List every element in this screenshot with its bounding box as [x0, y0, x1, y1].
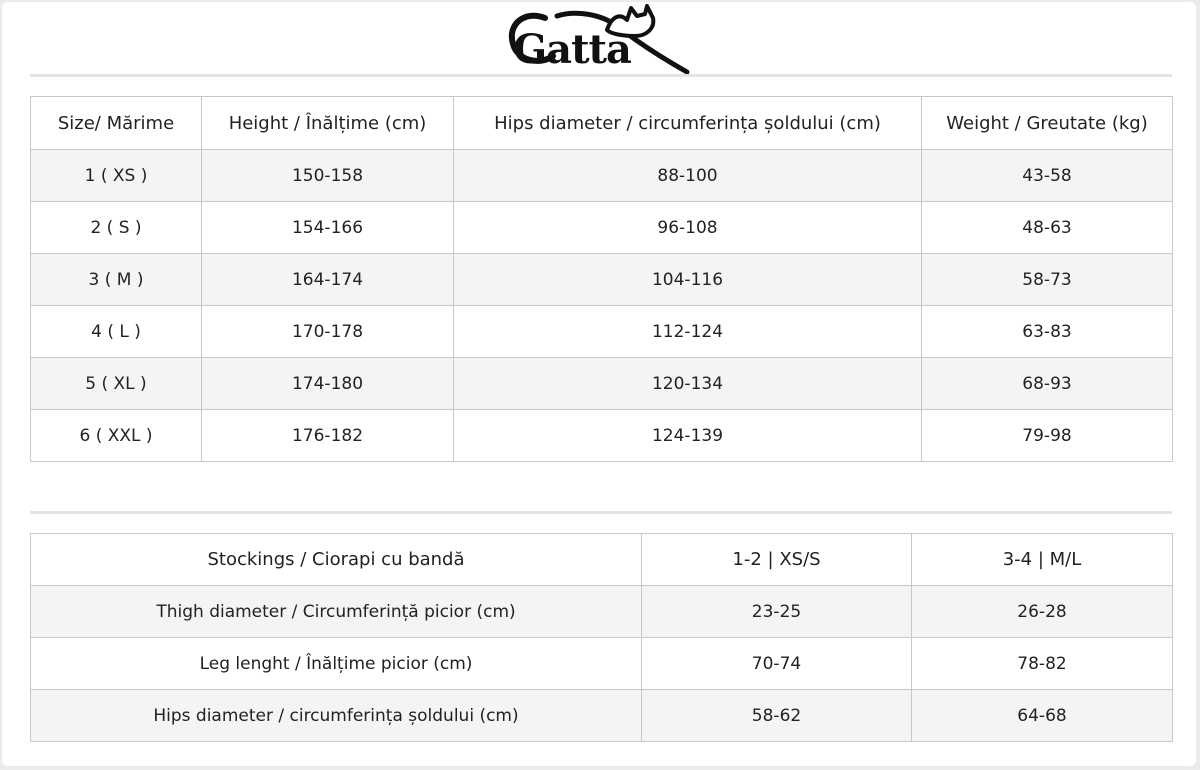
cell-medium: 78-82: [912, 638, 1173, 690]
cell-size: 6 ( XXL ): [31, 410, 202, 462]
cell-size: 3 ( M ): [31, 254, 202, 306]
header-size-medium: 3-4 | M/L: [912, 534, 1173, 586]
table-row: [31, 586, 1173, 638]
cell-weight: 68-93: [922, 358, 1173, 410]
header-stockings: Stockings / Ciorapi cu bandă: [31, 534, 642, 586]
header-size-small: 1-2 | XS/S: [642, 534, 912, 586]
cell-weight: 79-98: [922, 410, 1173, 462]
cell-measure: Hips diameter / circumferința șoldului (cm): [31, 690, 642, 742]
header-height: Height / Înălțime (cm): [202, 97, 454, 150]
cell-weight: 48-63: [922, 202, 1173, 254]
header-size: Size/ Mărime: [31, 97, 202, 150]
table-row: [31, 306, 1173, 358]
cell-height: 174-180: [202, 358, 454, 410]
cell-small: 58-62: [642, 690, 912, 742]
cell-medium: 26-28: [912, 586, 1173, 638]
cell-weight: 63-83: [922, 306, 1173, 358]
header-weight: Weight / Greutate (kg): [922, 97, 1173, 150]
gatta-logo: [505, 4, 695, 76]
cell-size: 4 ( L ): [31, 306, 202, 358]
cell-hips: 124-139: [454, 410, 922, 462]
cell-size: 1 ( XS ): [31, 150, 202, 202]
cell-medium: 64-68: [912, 690, 1173, 742]
cell-weight: 58-73: [922, 254, 1173, 306]
middle-divider: [30, 511, 1172, 514]
top-divider: [30, 74, 1172, 77]
cell-size: 5 ( XL ): [31, 358, 202, 410]
cell-height: 176-182: [202, 410, 454, 462]
cell-hips: 112-124: [454, 306, 922, 358]
table-row: [31, 638, 1173, 690]
table-row: [31, 690, 1173, 742]
cell-small: 70-74: [642, 638, 912, 690]
table-row: [31, 410, 1173, 462]
cell-measure: Thigh diameter / Circumferință picior (cm): [31, 586, 642, 638]
cell-small: 23-25: [642, 586, 912, 638]
cell-size: 2 ( S ): [31, 202, 202, 254]
header-hips: Hips diameter / circumferința șoldului (cm): [454, 97, 922, 150]
cell-hips: 120-134: [454, 358, 922, 410]
cell-hips: 88-100: [454, 150, 922, 202]
size-table: [30, 96, 1173, 462]
stockings-table: [30, 533, 1173, 742]
cell-weight: 43-58: [922, 150, 1173, 202]
table-row: [31, 150, 1173, 202]
cell-hips: 96-108: [454, 202, 922, 254]
stockings-header-row: [31, 534, 1173, 586]
table-row: [31, 254, 1173, 306]
table-row: [31, 358, 1173, 410]
size-table-header-row: [31, 97, 1173, 150]
cell-measure: Leg lenght / Înălțime picior (cm): [31, 638, 642, 690]
cell-height: 150-158: [202, 150, 454, 202]
brand-name: Gatta: [513, 26, 631, 73]
cell-height: 170-178: [202, 306, 454, 358]
cell-height: 164-174: [202, 254, 454, 306]
table-row: [31, 202, 1173, 254]
cell-height: 154-166: [202, 202, 454, 254]
cell-hips: 104-116: [454, 254, 922, 306]
